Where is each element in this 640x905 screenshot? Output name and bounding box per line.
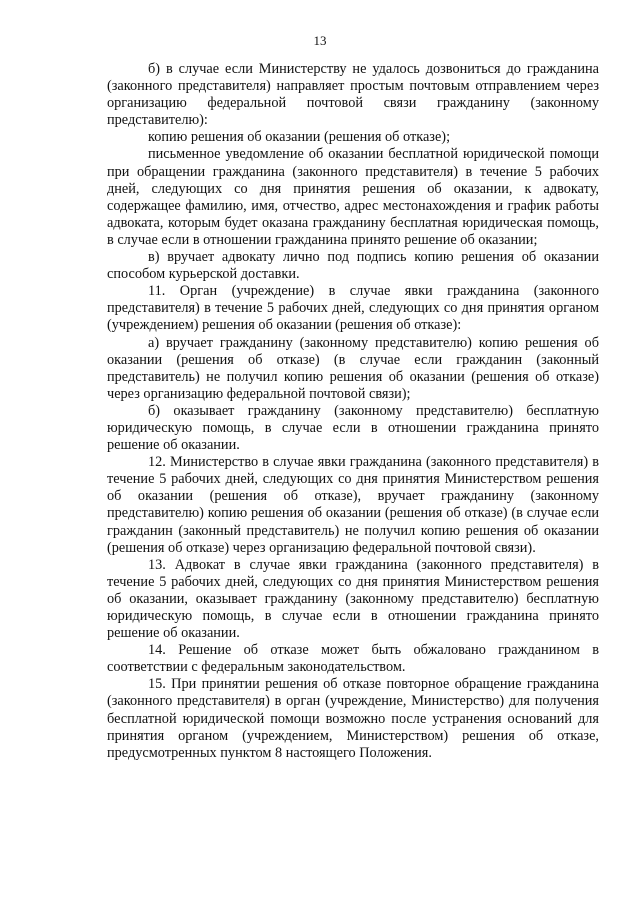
paragraph-15-repeat-request: 15. При принятии решения об отказе повторное обращение гражданина (законного представителя) в орган (учреждение, Министерство) для получения бесплатной юридической помощи возможно после устранения оснований для принятия органом (учреждением, Министерством) решения об отказе, предусмотренных пунктом 8 настоящего Положения.	[107, 676, 599, 761]
paragraph-11-institution: 11. Орган (учреждение) в случае явки гражданина (законного представителя) в течение 5 рабочих дней, следующих со дня принятия органом (учреждением) решения об оказании (решения об отказе):	[107, 283, 599, 334]
paragraph-v-courier-delivery: в) вручает адвокату лично под подпись копию решения об оказании способом курьерской доставки.	[107, 249, 599, 283]
document-body	[107, 61, 599, 762]
paragraph-b-mail-notice: б) в случае если Министерству не удалось дозвониться до гражданина (законного представителя) направляет простым почтовым отправлением через организацию федеральной почтовой связи гражданину (законному представителю):	[107, 61, 599, 129]
paragraph-decision-copy: копию решения об оказании (решения об отказе);	[148, 129, 451, 146]
paragraph-written-notice: письменное уведомление об оказании бесплатной юридической помощи при обращении гражданина (законного представителя) в течение 5 рабочих дней, следующих со дня принятия решения об оказании, к адвокату, содержащее фамилию, имя, отчество, адрес местонахождения и график работы адвоката, которым будет оказана гражданину бесплатная юридическая помощь, в случае если в отношении гражданина принято решение об оказании;	[107, 146, 599, 248]
paragraph-13-lawyer: 13. Адвокат в случае явки гражданина (законного представителя) в течение 5 рабочих дней, следующих со дня принятия Министерством решения об оказании, оказывает гражданину (законному представителю) бесплатную юридическую помощь, в случае если в отношении гражданина принято решение об оказании.	[107, 556, 599, 642]
paragraph-14-appeal: 14. Решение об отказе может быть обжаловано гражданином в соответствии с федеральным законодательством.	[107, 642, 599, 676]
page-number: 13	[313, 33, 327, 48]
paragraph-11a-hand-copy: а) вручает гражданину (законному представителю) копию решения об оказании (решения об отказе) (в случае если гражданин (законный представитель) не получил копию решения об оказании (решения об отказе) через организацию федеральной почтовой связи);	[107, 334, 599, 402]
paragraph-12-ministry: 12. Министерство в случае явки гражданина (законного представителя) в течение 5 рабочих дней, следующих со дня принятия Министерством решения об оказании (решения об отказе), вручает гражданину (законному представителю) копию решения об оказании (решения об отказе) (в случае если гражданин (законный представитель) не получил копию решения об оказании (решения об отказе) через организацию федеральной почтовой связи).	[107, 454, 599, 556]
paragraph-11b-legal-help: б) оказывает гражданину (законному представителю) бесплатную юридическую помощь, в случае если в отношении гражданина принято решение об оказании.	[107, 402, 599, 454]
